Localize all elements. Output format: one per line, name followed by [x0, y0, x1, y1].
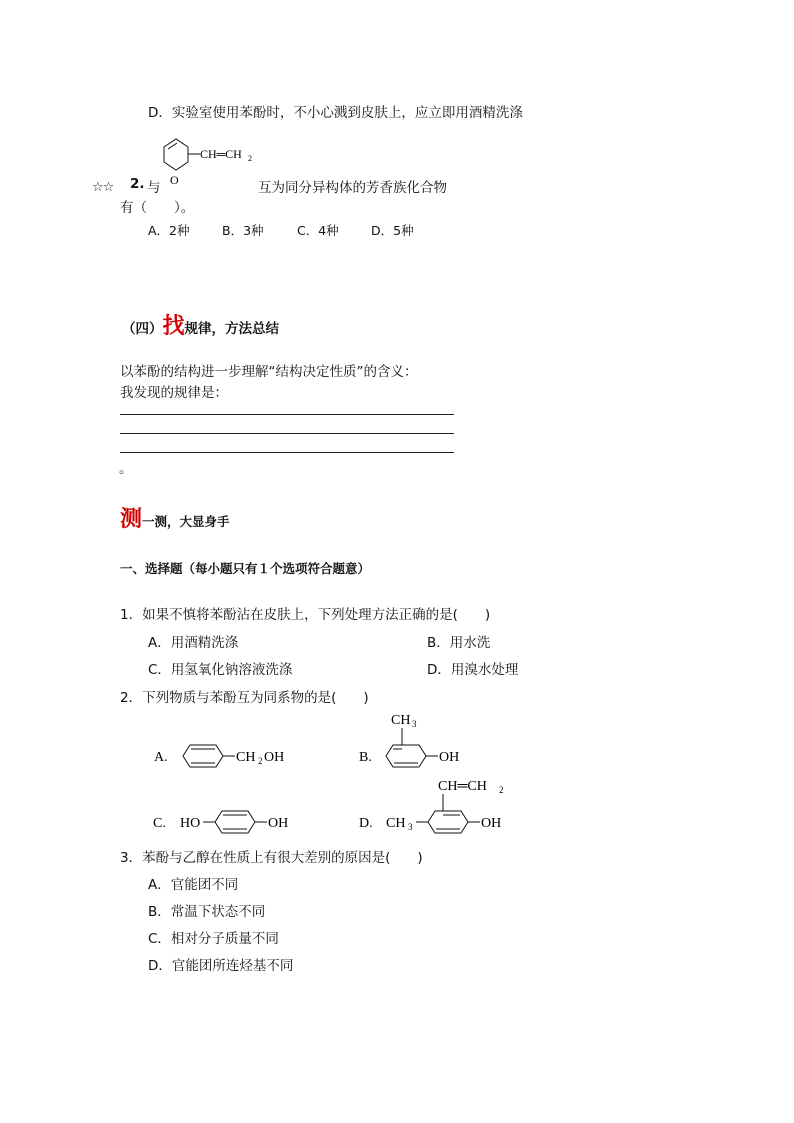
q2-prefix: 与: [147, 180, 161, 196]
q2-stem: 互为同分异构体的芳香族化合物: [258, 180, 447, 196]
q3-stem: 3．苯酚与乙醇在性质上有很大差别的原因是( ): [120, 850, 423, 866]
q2-number: 2.: [130, 176, 145, 192]
q2-option-d: D．5种: [371, 223, 414, 238]
structure-a: [154, 745, 284, 767]
homolog-structures: [140, 700, 540, 845]
answer-end-mark: 。: [119, 461, 133, 477]
q2b-stem: 2．下列物质与苯酚互为同系物的是( ): [120, 690, 369, 706]
test-heading-title: 一测，大显身手: [142, 514, 230, 529]
vinyl-group-label: CH═CH: [200, 147, 242, 161]
structure-b-oh: OH: [439, 750, 460, 765]
structure-d-vinyl: CH═CH: [438, 779, 487, 794]
q1-option-c: C．用氢氧化钠溶液洗涤: [148, 662, 293, 678]
q3-option-a: A．官能团不同: [148, 877, 239, 893]
structure-b-ch3-sub: 3: [412, 719, 417, 729]
structure-d-label: D.: [359, 816, 373, 831]
structure-a-ch2-sub: 2: [258, 756, 263, 766]
answer-line-2: [120, 433, 454, 434]
structure-a-oh: OH: [264, 750, 285, 765]
q3-option-b: B．常温下状态不同: [148, 904, 266, 920]
q1-option-a: A．用酒精洗涤: [148, 635, 239, 651]
section4-emph: 找: [162, 314, 185, 339]
structure-c: [153, 811, 288, 833]
structure-d-oh: OH: [481, 816, 502, 831]
section4-prefix: （四）: [122, 321, 163, 337]
structure-a-label: A.: [154, 750, 168, 765]
q1-option-d: D．用溴水处理: [427, 662, 519, 678]
test-heading: [120, 502, 230, 533]
structure-c-oh: OH: [268, 816, 289, 831]
section4-intro: 以苯酚的结构进一步理解“结构决定性质”的含义：: [120, 364, 418, 380]
q2-option-b: B．3种: [222, 223, 264, 238]
structure-d-ch3-sub: 3: [408, 822, 413, 832]
answer-line-1: [120, 414, 454, 415]
q2-option-a: A．2种: [148, 223, 190, 238]
q2-stem-line2: 有（ ）。: [120, 200, 195, 216]
prev-option-d: D．实验室使用苯酚时，不小心溅到皮肤上，应立即用酒精洗涤: [148, 105, 523, 121]
section4-title: 规律，方法总结: [184, 321, 280, 337]
part1-title: 一、选择题（每小题只有１个选项符合题意）: [120, 561, 371, 576]
structure-d: [359, 779, 504, 833]
difficulty-stars: ☆☆: [92, 180, 114, 195]
structure-c-label: C.: [153, 816, 166, 831]
structure-b-label: B.: [359, 750, 372, 765]
q3-option-d: D．官能团所连烃基不同: [148, 958, 294, 974]
vinyl-pyran-structure: [150, 133, 270, 193]
test-heading-emph: 测: [120, 507, 143, 532]
q3-option-c: C．相对分子质量不同: [148, 931, 279, 947]
section4-found: 我发现的规律是：: [120, 385, 228, 401]
structure-b: [359, 713, 459, 767]
q1-option-b: B．用水洗: [427, 635, 491, 651]
section4-heading: [122, 309, 279, 340]
q1-stem: 1．如果不慎将苯酚沾在皮肤上，下列处理方法正确的是( ): [120, 607, 491, 623]
ring-oxygen-label: O: [170, 173, 179, 187]
structure-c-ho: HO: [180, 816, 201, 831]
structure-b-ch3: CH: [391, 713, 411, 728]
structure-a-ch2: CH: [236, 750, 256, 765]
vinyl-group-sub: 2: [248, 154, 252, 163]
q2-option-c: C．4种: [297, 223, 339, 238]
structure-d-vinyl-sub: 2: [499, 785, 504, 795]
answer-line-3: [120, 452, 454, 453]
structure-d-ch3: CH: [386, 816, 406, 831]
